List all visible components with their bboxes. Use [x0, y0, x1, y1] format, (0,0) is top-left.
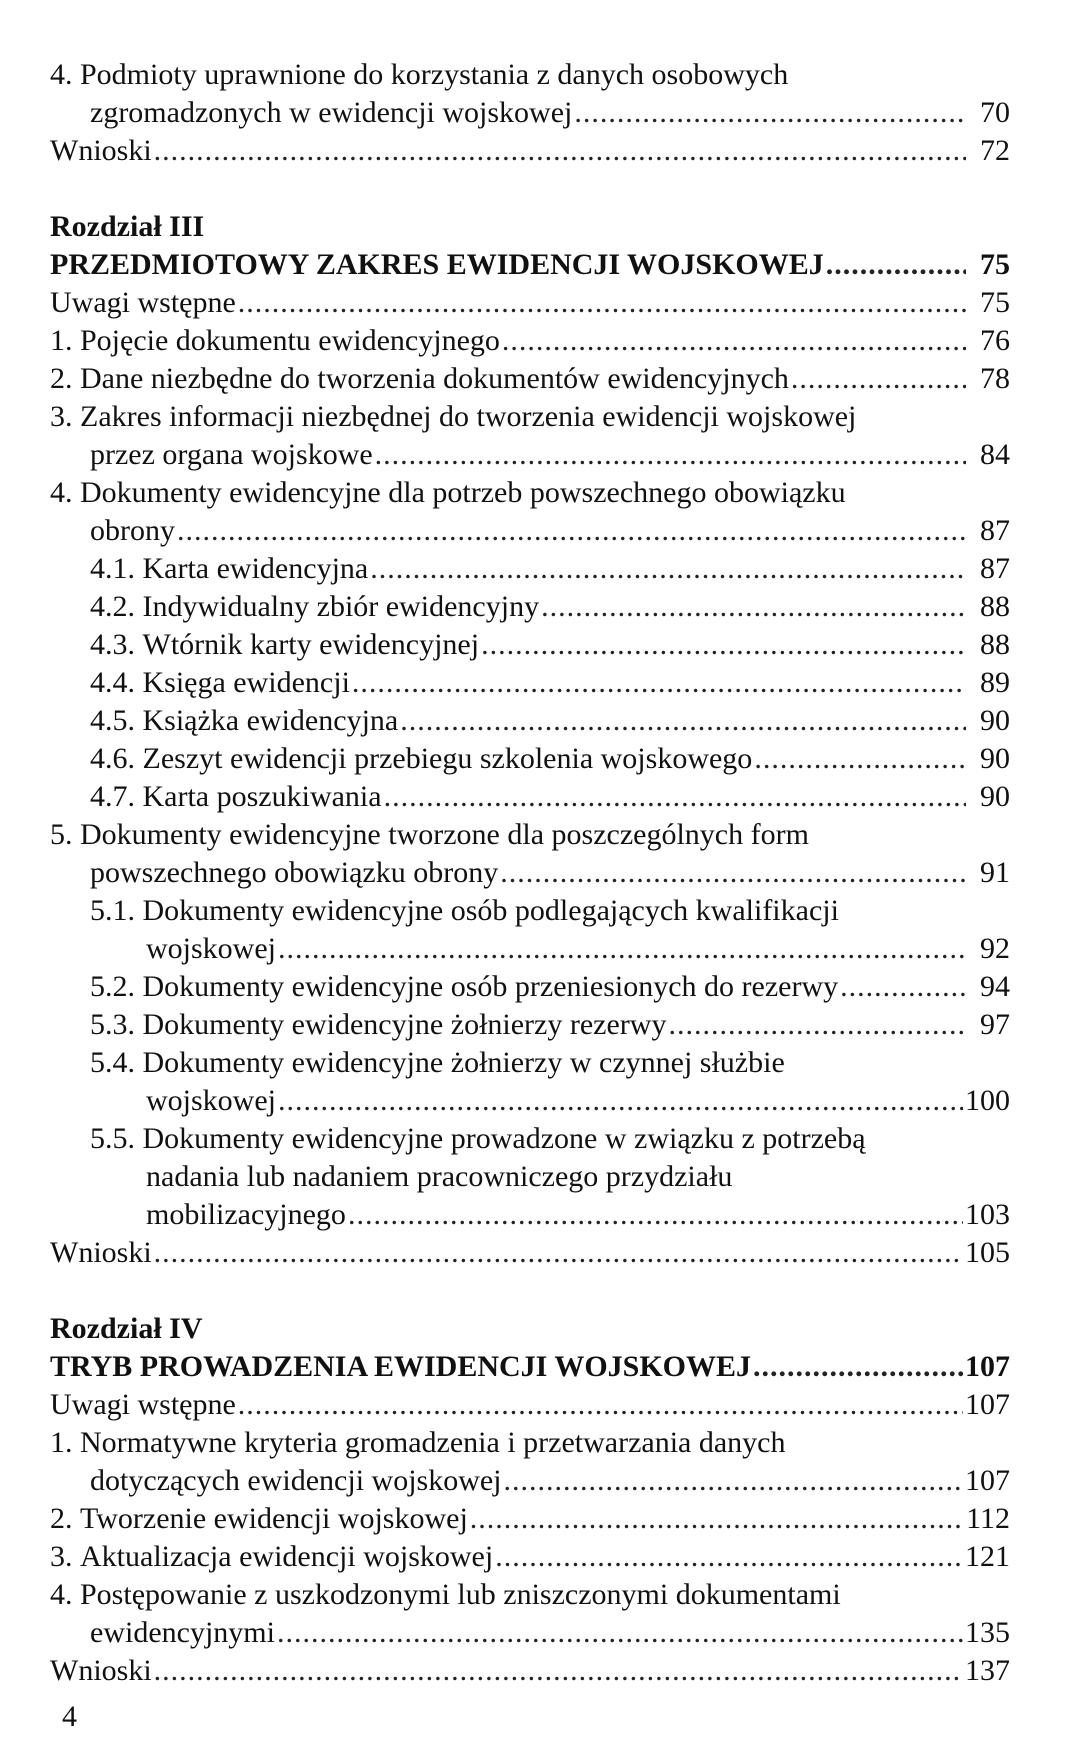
toc-entry-title: Tworzenie ewidencji wojskowej [80, 1502, 468, 1535]
toc-page-number: 91 [980, 856, 1010, 889]
toc-entry-number: 1. [50, 324, 80, 357]
toc-entry-number: 1. [50, 1426, 80, 1459]
toc-entry-title: Książka ewidencyjna [142, 704, 399, 737]
toc-page-number: 121 [965, 1540, 1010, 1573]
toc-entry-number: 4. [50, 476, 80, 509]
toc-entry [50, 1462, 1010, 1500]
toc-entry [50, 94, 1010, 132]
toc-entry-title: Dane niezbędne do tworzenia dokumentów ewidencyjnych [80, 362, 789, 395]
toc-entry-title: ewidencyjnymi [90, 1616, 275, 1649]
toc-entry-title: Indywidualny zbiór ewidencyjny [142, 590, 540, 623]
toc-entry-title: Dokumenty ewidencyjne dla potrzeb powszechnego obowiązku [80, 476, 846, 509]
toc-entry [50, 930, 1010, 968]
toc-page-number: 89 [980, 666, 1010, 699]
toc-entry [50, 1348, 1010, 1386]
toc-page-number: 87 [980, 552, 1010, 585]
toc-entry-title: przez organa wojskowe [90, 438, 373, 471]
toc-entry-title: zgromadzonych w ewidencji wojskowej [90, 96, 573, 129]
dot-leader [352, 664, 966, 702]
toc-entry-title: Karta poszukiwania [142, 780, 382, 813]
toc-page-number: 97 [980, 1008, 1010, 1041]
dot-leader [826, 246, 966, 284]
toc-entry-title: Księga ewidencji [142, 666, 350, 699]
dot-leader [277, 1614, 963, 1652]
toc-entry [50, 1234, 1010, 1272]
toc-entry [50, 1006, 1010, 1044]
toc-page-number: 70 [980, 96, 1010, 129]
toc-entry [50, 512, 1010, 550]
toc-entry-title: PRZEDMIOTOWY ZAKRES EWIDENCJI WOJSKOWEJ [50, 248, 824, 281]
toc-page-number: 107 [965, 1388, 1010, 1421]
toc-text-line [50, 398, 1010, 436]
toc-page-number: 107 [965, 1464, 1010, 1497]
dot-leader [400, 702, 966, 740]
toc-entry [50, 1652, 1010, 1690]
toc-text-line [50, 892, 1010, 930]
toc-entry-title: wojskowej [146, 932, 276, 965]
toc-entry-number: 5.1. [90, 894, 143, 927]
toc-page-number: 88 [980, 590, 1010, 623]
dot-leader [753, 1348, 963, 1386]
toc-entry [50, 854, 1010, 892]
toc-entry [50, 1538, 1010, 1576]
toc-entry-number: 4.2. [90, 590, 143, 623]
toc-text-line [50, 1158, 1010, 1196]
dot-leader [238, 1386, 963, 1424]
toc-page-number: 92 [980, 932, 1010, 965]
toc-page-number: 100 [965, 1084, 1010, 1117]
toc-entry-title: Wnioski [50, 1236, 152, 1269]
toc-page-number: 87 [980, 514, 1010, 547]
toc-entry [50, 702, 1010, 740]
toc-entry [50, 132, 1010, 170]
toc-entry [50, 778, 1010, 816]
dot-leader [384, 778, 966, 816]
chapter-heading [50, 208, 1010, 246]
toc-text-line [50, 1044, 1010, 1082]
toc-entry-title: Uwagi wstępne [50, 286, 236, 319]
toc-entry [50, 1082, 1010, 1120]
toc-page-number: 75 [980, 286, 1010, 319]
section-gap [50, 170, 1010, 208]
dot-leader [154, 1652, 963, 1690]
toc-entry [50, 1614, 1010, 1652]
dot-leader [238, 284, 966, 322]
toc-page-number: 137 [965, 1654, 1010, 1687]
dot-leader [495, 1538, 963, 1576]
toc-entry-number: 5. [50, 818, 80, 851]
toc-entry-number: 4. [50, 58, 80, 91]
toc-entry [50, 436, 1010, 474]
dot-leader [154, 1234, 963, 1272]
toc-entry-title: Wnioski [50, 134, 152, 167]
toc-entry-number: 4.6. [90, 742, 143, 775]
toc-text-line [50, 1424, 1010, 1462]
toc-page-number: 135 [965, 1616, 1010, 1649]
toc-entry-title: Karta ewidencyjna [142, 552, 369, 585]
dot-leader [370, 550, 966, 588]
toc-text-line [50, 56, 1010, 94]
toc-text-line [50, 474, 1010, 512]
dot-leader [154, 132, 966, 170]
toc-entry-title: Normatywne kryteria gromadzenia i przetwarzania danych [80, 1426, 786, 1459]
toc-page-number: 88 [980, 628, 1010, 661]
toc-page-number: 107 [965, 1350, 1010, 1383]
toc-entry-title: Dokumenty ewidencyjne osób przeniesionych do rezerwy [142, 970, 839, 1003]
toc-entry-title: Zeszyt ewidencji przebiegu szkolenia wojskowego [142, 742, 753, 775]
toc-entry [50, 550, 1010, 588]
toc-entry-title: Wtórnik karty ewidencyjnej [142, 628, 480, 661]
dot-leader [791, 360, 966, 398]
toc-entry-title: Postępowanie z uszkodzonymi lub zniszczonymi dokumentami [80, 1578, 841, 1611]
toc-entry-title: wojskowej [146, 1084, 276, 1117]
toc-entry-title: Rozdział IV [50, 1312, 203, 1345]
toc-page-number: 90 [980, 780, 1010, 813]
toc-entry [50, 1500, 1010, 1538]
toc-entry-title: Uwagi wstępne [50, 1388, 236, 1421]
toc-page-number: 103 [965, 1198, 1010, 1231]
toc-entry-number: 5.5. [90, 1122, 143, 1155]
dot-leader [668, 1006, 966, 1044]
toc-entry-title: Wnioski [50, 1654, 152, 1687]
toc-page-number: 112 [966, 1502, 1010, 1535]
page-number: 4 [62, 1700, 77, 1733]
toc-entry [50, 360, 1010, 398]
dot-leader [840, 968, 966, 1006]
toc-page-number: 84 [980, 438, 1010, 471]
toc-entry-title: Dokumenty ewidencyjne żołnierzy w czynnej służbie [142, 1046, 785, 1079]
toc-page-number: 78 [980, 362, 1010, 395]
table-of-contents [50, 56, 1010, 1690]
toc-entry-number: 3. [50, 1540, 80, 1573]
toc-entry-number: 4.1. [90, 552, 143, 585]
toc-entry-title: Pojęcie dokumentu ewidencyjnego [80, 324, 500, 357]
toc-entry-title: Dokumenty ewidencyjne prowadzone w związku z potrzebą [142, 1122, 866, 1155]
toc-entry-number: 4.4. [90, 666, 143, 699]
toc-entry-title: nadania lub nadaniem pracowniczego przydziału [146, 1160, 733, 1193]
toc-page-number: 72 [980, 134, 1010, 167]
toc-page-number: 90 [980, 704, 1010, 737]
dot-leader [754, 740, 966, 778]
toc-entry [50, 664, 1010, 702]
dot-leader [375, 436, 966, 474]
dot-leader [541, 588, 966, 626]
section-gap [50, 1272, 1010, 1310]
dot-leader [470, 1500, 964, 1538]
dot-leader [481, 626, 966, 664]
toc-entry-number: 2. [50, 362, 80, 395]
toc-entry [50, 284, 1010, 322]
dot-leader [500, 854, 966, 892]
toc-entry [50, 588, 1010, 626]
dot-leader [504, 1462, 963, 1500]
toc-entry-number: 2. [50, 1502, 80, 1535]
toc-entry-title: dotyczących ewidencji wojskowej [90, 1464, 502, 1497]
toc-page-number: 76 [980, 324, 1010, 357]
toc-entry-title: Zakres informacji niezbędnej do tworzenia ewidencji wojskowej [80, 400, 857, 433]
toc-entry-number: 5.2. [90, 970, 143, 1003]
dot-leader [348, 1196, 963, 1234]
toc-entry-number: 4.5. [90, 704, 143, 737]
dot-leader [278, 930, 966, 968]
toc-entry-title: TRYB PROWADZENIA EWIDENCJI WOJSKOWEJ [50, 1350, 752, 1383]
toc-entry-title: powszechnego obowiązku obrony [90, 856, 499, 889]
toc-entry-title: Dokumenty ewidencyjne żołnierzy rezerwy [142, 1008, 667, 1041]
toc-entry [50, 322, 1010, 360]
toc-page-number: 75 [980, 248, 1010, 281]
toc-entry-title: Aktualizacja ewidencji wojskowej [80, 1540, 494, 1573]
toc-entry-title: Dokumenty ewidencyjne osób podlegających kwalifikacji [142, 894, 839, 927]
toc-entry [50, 1196, 1010, 1234]
dot-leader [177, 512, 966, 550]
dot-leader [502, 322, 966, 360]
toc-page-number: 105 [965, 1236, 1010, 1269]
toc-entry-number: 3. [50, 400, 80, 433]
toc-entry-title: Podmioty uprawnione do korzystania z danych osobowych [80, 58, 789, 91]
toc-entry [50, 968, 1010, 1006]
toc-page-number: 90 [980, 742, 1010, 775]
toc-entry [50, 1386, 1010, 1424]
toc-entry [50, 246, 1010, 284]
toc-entry-number: 4.7. [90, 780, 143, 813]
chapter-heading [50, 1310, 1010, 1348]
toc-page-number: 94 [980, 970, 1010, 1003]
toc-entry-number: 5.4. [90, 1046, 143, 1079]
toc-entry-number: 5.3. [90, 1008, 143, 1041]
toc-entry [50, 740, 1010, 778]
toc-text-line [50, 1576, 1010, 1614]
toc-entry-title: Rozdział III [50, 210, 205, 243]
toc-entry-number: 4. [50, 1578, 80, 1611]
toc-entry-number: 4.3. [90, 628, 143, 661]
toc-text-line [50, 816, 1010, 854]
toc-entry [50, 626, 1010, 664]
toc-entry-title: Dokumenty ewidencyjne tworzone dla poszczególnych form [80, 818, 809, 851]
toc-entry-title: obrony [90, 514, 175, 547]
dot-leader [574, 94, 966, 132]
toc-text-line [50, 1120, 1010, 1158]
dot-leader [278, 1082, 963, 1120]
toc-entry-title: mobilizacyjnego [146, 1198, 346, 1231]
